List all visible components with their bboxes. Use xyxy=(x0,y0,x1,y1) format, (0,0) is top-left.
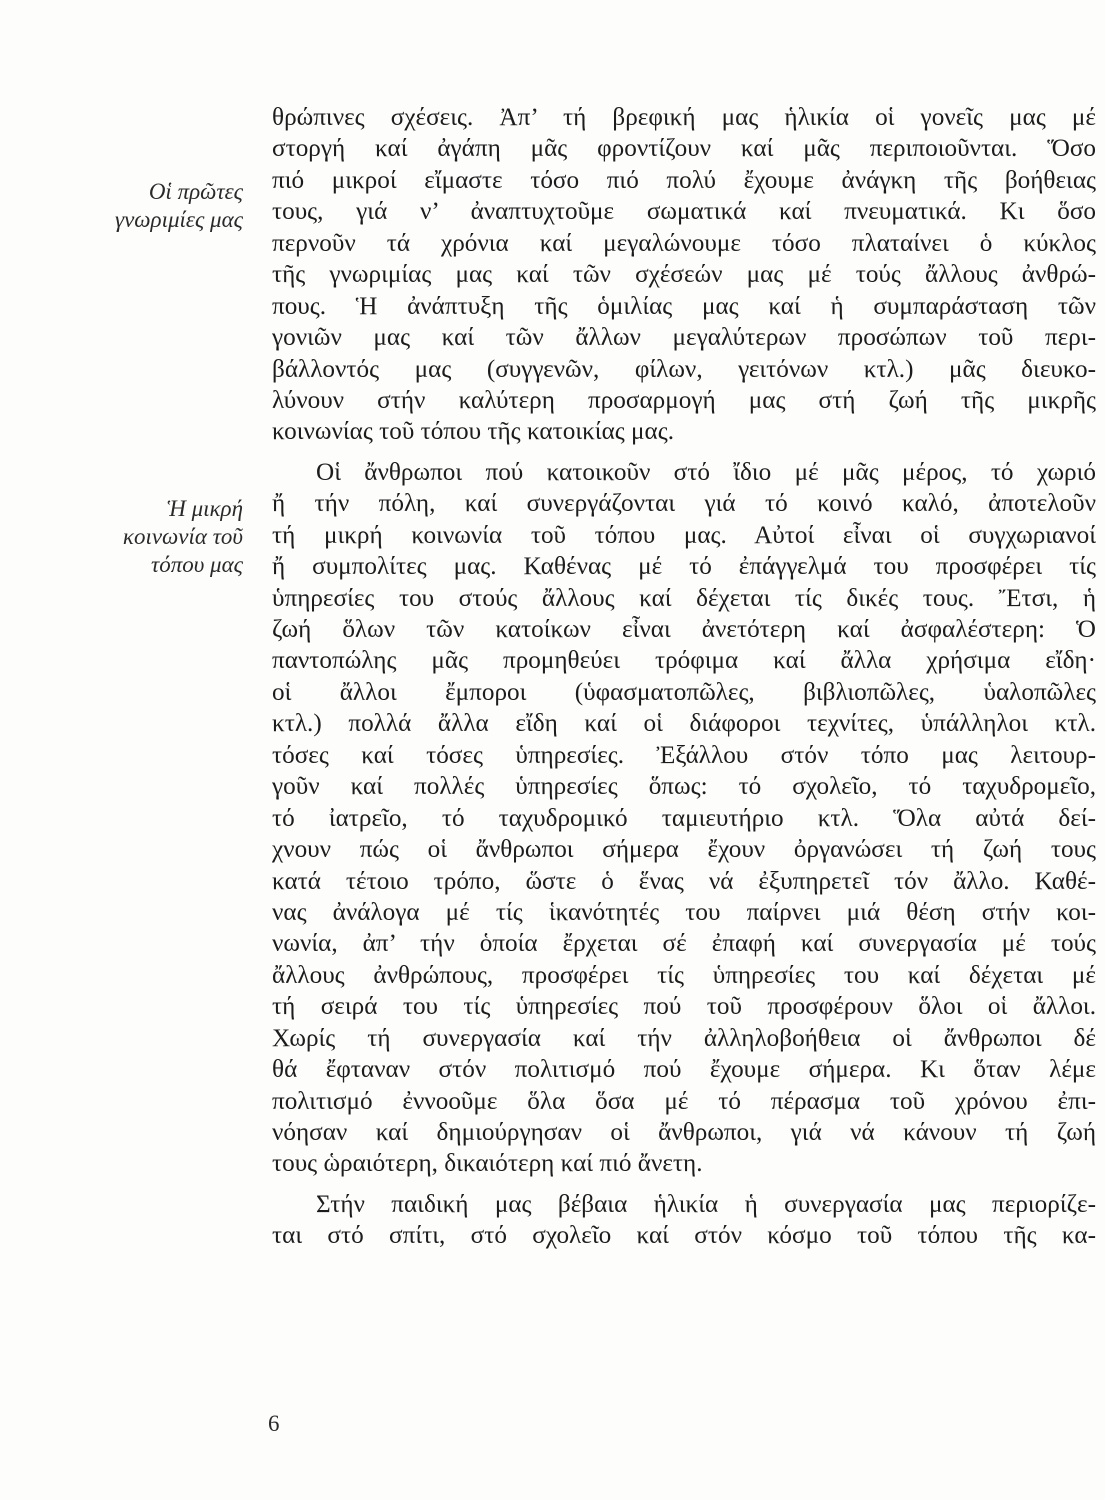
paragraph-2 xyxy=(272,457,1096,1180)
margin-note-line: Οἱ πρῶτες xyxy=(148,179,243,204)
text-line: τόσες καί τόσες ὑπηρεσίες. Ἐξάλλου στόν τόπο μας λειτουρ- xyxy=(272,741,1096,769)
text-line: περνοῦν τά χρόνια καί μεγαλώνουμε τόσο πλαταίνει ὁ κύκλος xyxy=(272,229,1096,257)
margin-note-line: Ἡ μικρή xyxy=(166,496,243,521)
margin-note-small-community xyxy=(73,495,243,579)
text-line: κατά τέτοιο τρόπο, ὥστε ὁ ἕνας νά ἐξυπηρετεῖ τόν ἄλλο. Καθέ- xyxy=(272,867,1096,895)
text-line: τῆς γνωριμίας μας καί τῶν σχέσεών μας μέ τούς ἄλλους ἀνθρώ- xyxy=(272,261,1096,289)
text-line: χνουν πώς οἱ ἄνθρωποι σήμερα ἔχουν ὀργανώσει τή ζωή τους xyxy=(272,836,1096,864)
text-line: ζωή ὅλων τῶν κατοίκων εἶναι ἀνετότερη καί ἀσφαλέστερη: Ὁ xyxy=(272,616,1096,643)
text-line: πους. Ἡ ἀνάπτυξη τῆς ὁμιλίας μας καί ἡ συμπαράσταση τῶν xyxy=(272,292,1096,320)
text-line: νωνία, ἀπ’ τήν ὁποία ἔρχεται σέ ἐπαφή καί συνεργασία μέ τούς xyxy=(272,930,1096,958)
text-line: νας ἀνάλογα μέ τίς ἱκανότητές του παίρνει μιά θέση στήν κοι- xyxy=(272,898,1096,926)
margin-note-first-acquaintances xyxy=(73,178,243,234)
text-line: πιό μικροί εἴμαστε τόσο πιό πολύ ἔχουμε ἀνάγκη τῆς βοήθειας xyxy=(272,166,1096,194)
text-line: Χωρίς τή συνεργασία καί τήν ἀλληλοβοήθεια οἱ ἄνθρωποι δέ xyxy=(272,1024,1096,1052)
text-line: λύνουν στήν καλύτερη προσαρμογή μας στή ζωή τῆς μικρῆς xyxy=(272,386,1096,414)
text-line: πολιτισμό ἐννοοῦμε ὅλα ὅσα μέ τό πέρασμα τοῦ χρόνου ἐπι- xyxy=(272,1087,1096,1115)
text-line: τή σειρά του τίς ὑπηρεσίες πού τοῦ προσφέρουν ὅλοι οἱ ἄλλοι. xyxy=(272,993,1096,1021)
text-line: ἤ τήν πόλη, καί συνεργάζονται γιά τό κοινό καλό, ἀποτελοῦν xyxy=(272,490,1096,518)
text-line: ἄλλους ἀνθρώπους, προσφέρει τίς ὑπηρεσίες του καί δέχεται μέ xyxy=(272,961,1096,989)
paragraph-1 xyxy=(272,102,1096,448)
text-line: γοῦν καί πολλές ὑπηρεσίες ὅπως: τό σχολεῖο, τό ταχυδρομεῖο, xyxy=(272,773,1096,801)
text-line: ται στό σπίτι, στό σχολεῖο καί στόν κόσμο τοῦ τόπου τῆς κα- xyxy=(272,1222,1096,1250)
text-line: θά ἔφταναν στόν πολιτισμό πού ἔχουμε σήμερα. Κι ὅταν λέμε xyxy=(272,1056,1096,1084)
margin-note-line: τόπου μας xyxy=(150,552,243,577)
text-line: τους ὡραιότερη, δικαιότερη καί πιό ἄνετη. xyxy=(272,1150,703,1178)
text-line: κτλ.) πολλά ἄλλα εἴδη καί οἱ διάφοροι τεχνίτες, ὑπάλληλοι κτλ. xyxy=(272,710,1096,738)
text-line: Στήν παιδική μας βέβαια ἡλικία ἡ συνεργασία μας περιορίζε- xyxy=(316,1190,1096,1218)
paragraph-3 xyxy=(272,1189,1096,1252)
text-line: θρώπινες σχέσεις. Ἀπ’ τή βρεφική μας ἡλικία οἱ γονεῖς μας μέ xyxy=(272,104,1096,131)
margin-note-line: γνωριμίες μας xyxy=(115,207,243,232)
text-line: νόησαν καί δημιούργησαν οἱ ἄνθρωποι, γιά νά κάνουν τή ζωή xyxy=(272,1119,1096,1146)
text-line: παντοπώλης μᾶς προμηθεύει τρόφιμα καί ἄλλα χρήσιμα εἴδη· xyxy=(272,647,1096,675)
body-text xyxy=(272,102,1096,1252)
text-line: Οἱ ἄνθρωποι πού κατοικοῦν στό ἴδιο μέ μᾶς μέρος, τό χωριό xyxy=(316,458,1096,486)
text-line: κοινωνίας τοῦ τόπου τῆς κατοικίας μας. xyxy=(272,418,675,446)
text-line: τους, γιά ν’ ἀναπτυχτοῦμε σωματικά καί πνευματικά. Κι ὅσο xyxy=(272,198,1096,226)
page-number: 6 xyxy=(268,1411,280,1436)
margin-note-line: κοινωνία τοῦ xyxy=(122,524,243,549)
text-line: τή μικρή κοινωνία τοῦ τόπου μας. Αὐτοί εἶναι οἱ συγχωριανοί xyxy=(272,521,1096,549)
text-line: οἱ ἄλλοι ἔμποροι (ὑφασματοπῶλες, βιβλιοπῶλες, ὑαλοπῶλες xyxy=(272,678,1096,706)
text-line: γονιῶν μας καί τῶν ἄλλων μεγαλύτερων προσώπων τοῦ περι- xyxy=(272,324,1096,352)
text-line: βάλλοντός μας (συγγενῶν, φίλων, γειτόνων κτλ.) μᾶς διευκο- xyxy=(272,355,1096,383)
text-line: ὑπηρεσίες του στούς ἄλλους καί δέχεται τίς δικές τους. Ἔτσι, ἡ xyxy=(272,584,1096,612)
text-line: ἤ συμπολίτες μας. Καθένας μέ τό ἐπάγγελμά του προσφέρει τίς xyxy=(272,553,1096,581)
text-line: τό ἰατρεῖο, τό ταχυδρομικό ταμιευτήριο κτλ. Ὅλα αὐτά δεί- xyxy=(272,804,1096,832)
text-line: στοργή καί ἀγάπη μᾶς φροντίζουν καί μᾶς περιποιοῦνται. Ὅσο xyxy=(272,135,1096,163)
